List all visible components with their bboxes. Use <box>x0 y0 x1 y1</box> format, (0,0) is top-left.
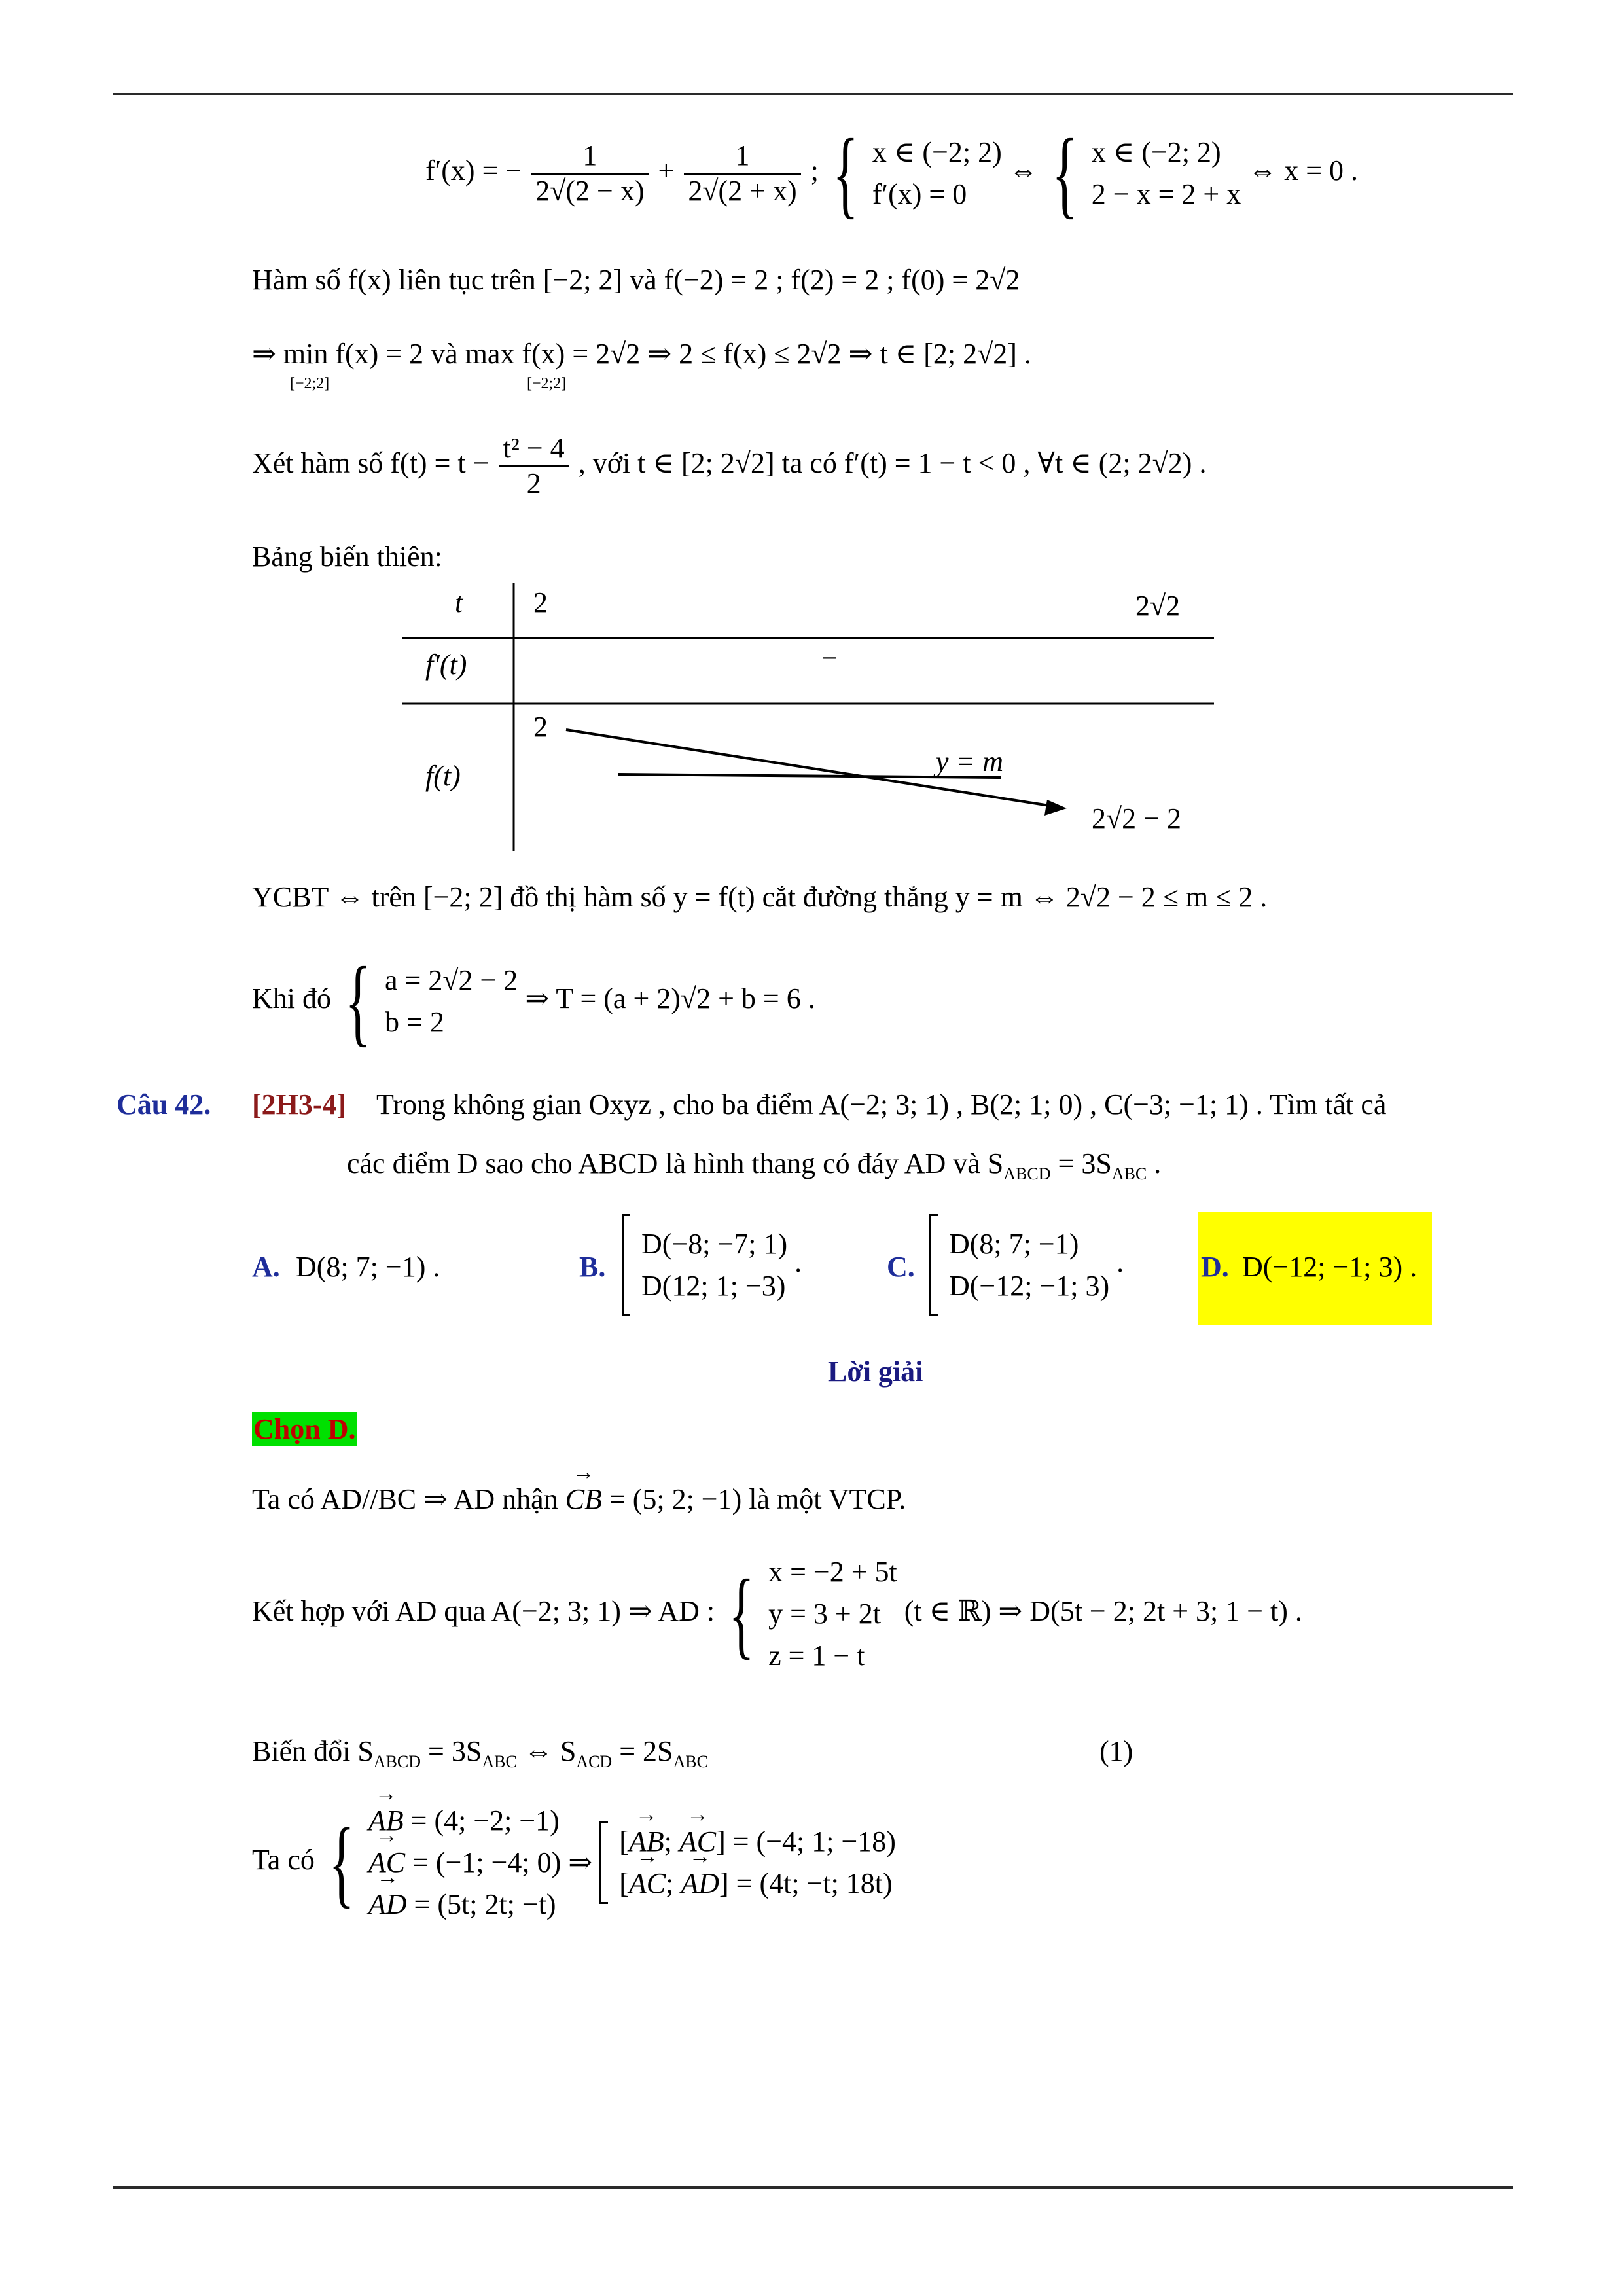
solution-step-1: Ta có AD//BC ⇒ AD nhận → CB = (5; 2; −1) là một VTCP. <box>252 1482 906 1516</box>
continuity-line: Hàm số f(x) liên tục trên [−2; 2] và f(−2) = 2 ; f(2) = 2 ; f(0) = 2√2 <box>252 264 1020 296</box>
brace-2: { <box>1051 119 1078 228</box>
brace-1: { <box>832 119 859 228</box>
option-a-label[interactable]: A. <box>252 1251 280 1283</box>
ycbt-line: YCBT ⇔ trên [−2; 2] đồ thị hàm số y = f(t) cắt đường thẳng y = m ⇔ 2√2 − 2 ≤ m ≤ 2 . <box>252 881 1268 913</box>
system-1: x ∈ (−2; 2) f′(x) = 0 <box>872 136 1002 210</box>
max-subscript: [−2;2] <box>527 375 567 392</box>
chosen-answer: Chọn D. <box>253 1413 356 1445</box>
table-fprime-label: f′(t) <box>425 649 467 681</box>
min-max-line: ⇒ min f(x) = 2 và max f(x) = 2√2 ⇒ 2 ≤ f(x) ≤ 2√2 ⇒ t ∈ [2; 2√2] . [−2;2] [−2;2] <box>252 338 1031 392</box>
table-f-top: 2 <box>533 711 548 743</box>
table-title: Bảng biến thiên: <box>252 541 442 573</box>
min-subscript: [−2;2] <box>290 375 330 392</box>
fraction-1: $\frac{1}{2√(2 - x)}$ <box>531 139 648 207</box>
option-d-label[interactable]: D. <box>1201 1251 1229 1283</box>
option-b-text[interactable]: D(−8; −7; 1) D(12; 1; −3) . <box>622 1214 802 1316</box>
cross-bracket <box>599 1821 608 1904</box>
function-study-line: Xét hàm số f(t) = t − $\frac{\text{t² − 4}}{2}$ , với t ∈ [2; 2√2] ta có f′(t) = 1 − t < 0 , ∀t ∈ (2; 2√2) . <box>252 432 1207 499</box>
table-f-label: f(t) <box>425 760 461 792</box>
question-text-2: các điểm D sao cho ABCD là hình thang có đáy AD và $S_{ABCD} = 3S_{ABC}$ . <box>347 1147 1162 1183</box>
question-text-1: Trong không gian Oxyz , cho ba điểm A(−2; 3; 1) , B(2; 1; 0) , C(−3; −1; 1) . Tìm tất cả <box>376 1088 1387 1121</box>
cross-products: [→ AB; → AC] = (−4; 1; −18) [→ AC; → AD] = (4t; −t; 18t) <box>619 1821 896 1905</box>
table-t-right: 2√2 <box>1135 590 1181 622</box>
solution-step-2: Kết hợp với AD qua A(−2; 3; 1) ⇒ AD : { x = −2 + 5t y = 3 + 2t z = 1 − t (t ∈ ℝ) ⇒ D(5t − 2; 2t + 3; 1 − t) . <box>252 1551 1302 1676</box>
variation-table <box>0 0 1623 916</box>
equation-number: (1) <box>1099 1735 1133 1767</box>
fraction-t: $\frac{\text{t² − 4}}{2}$ <box>499 432 568 500</box>
table-line-label: y = m <box>936 745 1003 778</box>
option-a-text[interactable]: D(8; 7; −1) . <box>296 1251 440 1283</box>
solution-step-3: Biến đổi $S_{ABCD} = 3S_{ABC}$ ⇔ $S_{ACD} = 2S_{ABC}$ <box>252 1735 708 1771</box>
table-f-bottom: 2√2 − 2 <box>1092 802 1181 834</box>
solution-step-4: Ta có { → AB = (4; −2; −1) → AC = (−1; −4; 0) ⇒ → AD = (5t; 2t; −t) [→ AB; → AC] = (−4; 1; −18) [→ AC; → AD] = (4t; −t; 18t) <box>252 1800 896 1925</box>
option-c-text[interactable]: D(8; 7; −1) D(−12; −1; 3) . <box>929 1214 1124 1316</box>
question-label: Câu 42. <box>116 1088 211 1121</box>
brace-line-eq: { <box>728 1559 755 1668</box>
fraction-2: $\frac{1}{2√(2 + x)}$ <box>684 139 800 207</box>
brace-khi-do: { <box>345 947 371 1056</box>
option-d-text[interactable]: D(−12; −1; 3) . <box>1242 1251 1418 1283</box>
vector-list: → AB = (4; −2; −1) → AC = (−1; −4; 0) ⇒ → AD = (5t; 2t; −t) <box>368 1800 592 1925</box>
option-b-label[interactable]: B. <box>579 1251 606 1283</box>
option-c-bracket <box>929 1214 938 1316</box>
brace-vectors: { <box>329 1808 355 1917</box>
table-t-label: t <box>455 586 463 619</box>
solution-title: Lời giải <box>828 1355 923 1388</box>
bottom-rule <box>113 2186 1513 2189</box>
question-code: [2H3-4] <box>252 1088 347 1121</box>
option-b-bracket <box>622 1214 630 1316</box>
line-equation: x = −2 + 5t y = 3 + 2t z = 1 − t <box>768 1556 897 1672</box>
table-fprime-sign: − <box>821 642 838 674</box>
option-c-label[interactable]: C. <box>887 1251 915 1283</box>
table-t-left: 2 <box>533 586 548 619</box>
derivative-line: f′(x) = − $\frac{1}{2√(2 - x)}$ + $\frac{1}{2√(2 + x)}$ ; { x ∈ (−2; 2) f′(x) = 0 ⇔ { x ∈ (−2; 2) 2 − x = 2 + x ⇔ x = 0 . <box>425 119 1359 228</box>
arrow-head <box>1044 800 1067 816</box>
khi-do-line: Khi đó { a = 2√2 − 2 b = 2 ⇒ T = (a + 2)√2 + b = 6 . <box>252 947 815 1056</box>
system-2: x ∈ (−2; 2) 2 − x = 2 + x <box>1091 136 1241 210</box>
system-khi-do: a = 2√2 − 2 b = 2 <box>385 964 518 1038</box>
